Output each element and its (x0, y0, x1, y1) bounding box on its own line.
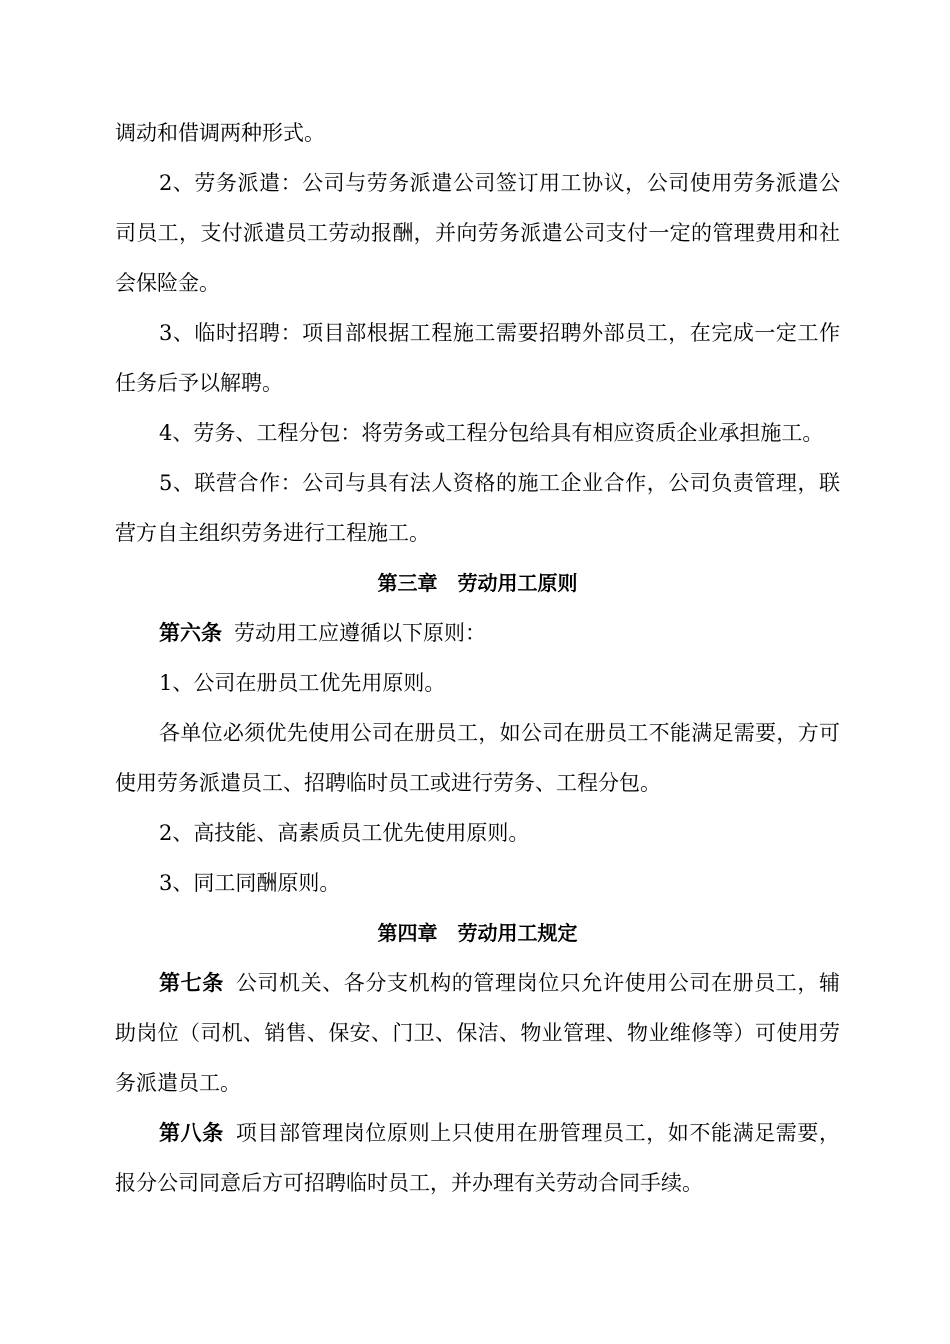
article-seven (115, 958, 840, 1108)
document-page (115, 108, 840, 1208)
principle-item-2: 2、高技能、高素质员工优先使用原则。 (159, 821, 530, 845)
article-six-label: 第六条 (159, 621, 222, 645)
paragraph-temporary-hiring: 3、临时招聘：项目部根据工程施工需要招聘外部员工，在完成一定工作任务后予以解聘。 (115, 321, 840, 395)
article-eight-label: 第八条 (159, 1121, 224, 1145)
article-eight (115, 1108, 840, 1208)
article-six-text: 劳动用工应遵循以下原则： (234, 621, 486, 645)
paragraph-subcontracting: 4、劳务、工程分包：将劳务或工程分包给具有相应资质企业承担施工。 (159, 421, 824, 445)
paragraph-labor-dispatch: 2、劳务派遣：公司与劳务派遣公司签订用工协议，公司使用劳务派遣公司员工，支付派遣员工劳动报酬，并向劳务派遣公司支付一定的管理费用和社会保险金。 (115, 171, 840, 295)
paragraph-continuation: 调动和借调两种形式。 (115, 121, 325, 145)
principle-item-1: 1、公司在册员工优先用原则。 (159, 671, 446, 695)
chapter-four-heading: 第四章 劳动用工规定 (377, 921, 578, 945)
article-eight-text: 项目部管理岗位原则上只使用在册管理员工，如不能满足需要，报分公司同意后方可招聘临时员工，并办理有关劳动合同手续。 (115, 1121, 841, 1195)
paragraph-joint-venture: 5、联营合作：公司与具有法人资格的施工企业合作，公司负责管理，联营方自主组织劳务进行工程施工。 (115, 471, 840, 545)
principle-item-3: 3、同工同酬原则。 (159, 871, 341, 895)
article-six (115, 608, 840, 658)
principle-item-1-detail: 各单位必须优先使用公司在册员工，如公司在册员工不能满足需要，方可使用劳务派遣员工、招聘临时员工或进行劳务、工程分包。 (115, 721, 840, 795)
article-seven-label: 第七条 (159, 971, 224, 995)
chapter-three-heading: 第三章 劳动用工原则 (377, 571, 578, 595)
article-seven-text: 公司机关、各分支机构的管理岗位只允许使用公司在册员工，辅助岗位（司机、销售、保安、门卫、保洁、物业管理、物业维修等）可使用劳务派遣员工。 (115, 971, 841, 1095)
